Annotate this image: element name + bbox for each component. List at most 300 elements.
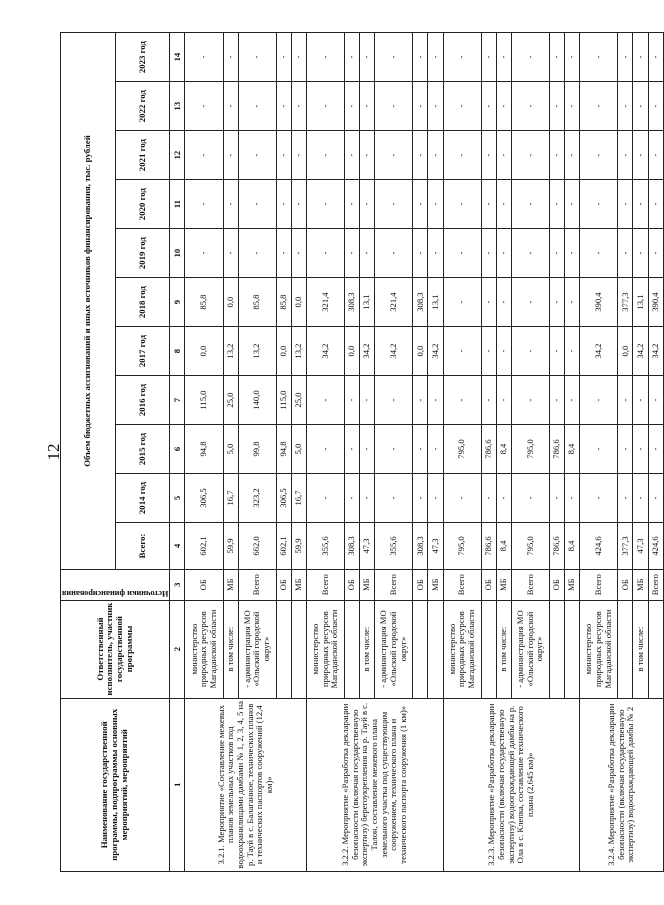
year-value-cell: 390,4: [648, 278, 663, 327]
source-cell: Всего: [375, 569, 413, 600]
year-value-cell: 13,1: [428, 278, 443, 327]
year-value-cell: 308,3: [345, 278, 360, 327]
source-cell: Всего: [306, 569, 344, 600]
source-cell: МБ: [360, 569, 375, 600]
year-value-cell: -: [618, 425, 633, 474]
source-cell: ОБ: [618, 569, 633, 600]
year-value-cell: -: [648, 425, 663, 474]
source-cell: МБ: [496, 569, 511, 600]
year-value-cell: -: [550, 33, 565, 82]
source-cell: МБ: [633, 569, 648, 600]
total-cell: 377,3: [618, 523, 633, 570]
year-value-cell: -: [185, 33, 223, 82]
year-value-cell: 34,2: [306, 327, 344, 376]
year-value-cell: -: [511, 131, 549, 180]
year-value-cell: -: [345, 229, 360, 278]
column-number: 8: [170, 327, 185, 376]
responsible-cell: [618, 600, 633, 698]
header-year: 2016 год: [115, 376, 170, 425]
year-value-cell: -: [633, 33, 648, 82]
responsible-cell: [550, 600, 565, 698]
year-value-cell: -: [443, 327, 481, 376]
year-value-cell: -: [428, 180, 443, 229]
year-value-cell: -: [481, 82, 496, 131]
year-value-cell: 306,5: [185, 474, 223, 523]
year-value-cell: 8,4: [496, 425, 511, 474]
year-value-cell: -: [276, 180, 291, 229]
year-value-cell: -: [276, 33, 291, 82]
year-value-cell: -: [481, 131, 496, 180]
source-cell: ОБ: [481, 569, 496, 600]
header-name: Наименование государственной программы, подпрограммы основных мероприятий, мероприятий: [61, 698, 170, 871]
year-value-cell: -: [511, 82, 549, 131]
year-value-cell: -: [306, 376, 344, 425]
header-year: 2019 год: [115, 229, 170, 278]
table-row: [443, 33, 481, 872]
year-value-cell: -: [550, 278, 565, 327]
year-value-cell: 390,4: [580, 278, 618, 327]
year-value-cell: -: [360, 33, 375, 82]
source-cell: МБ: [223, 569, 238, 600]
year-value-cell: 99,8: [238, 425, 276, 474]
responsible-cell: министерство природных ресурсов Магаданской области: [443, 600, 481, 698]
year-value-cell: 16,7: [223, 474, 238, 523]
year-value-cell: -: [550, 229, 565, 278]
year-value-cell: 34,2: [375, 327, 413, 376]
source-cell: МБ: [428, 569, 443, 600]
year-value-cell: -: [345, 376, 360, 425]
year-value-cell: -: [550, 327, 565, 376]
year-value-cell: -: [345, 82, 360, 131]
year-value-cell: -: [618, 82, 633, 131]
year-value-cell: -: [633, 82, 648, 131]
total-cell: 8,4: [496, 523, 511, 570]
year-value-cell: -: [223, 229, 238, 278]
responsible-cell: - администрация МО «Ольский городской округ»: [511, 600, 549, 698]
year-value-cell: -: [291, 33, 306, 82]
year-value-cell: -: [306, 33, 344, 82]
year-value-cell: -: [580, 131, 618, 180]
header-funding-group: Объем бюджетных ассигнований и иных источников финансирования, тыс. рублей: [61, 33, 116, 570]
year-value-cell: -: [223, 33, 238, 82]
year-value-cell: -: [481, 180, 496, 229]
total-cell: 355,6: [306, 523, 344, 570]
header-year: 2018 год: [115, 278, 170, 327]
year-value-cell: 16,7: [291, 474, 306, 523]
total-cell: 355,6: [375, 523, 413, 570]
year-value-cell: -: [550, 376, 565, 425]
year-value-cell: -: [618, 474, 633, 523]
year-value-cell: -: [496, 327, 511, 376]
year-value-cell: -: [375, 425, 413, 474]
year-value-cell: -: [443, 229, 481, 278]
year-value-cell: -: [648, 376, 663, 425]
responsible-cell: - администрация МО «Ольский городской округ»: [238, 600, 276, 698]
header-year: 2015 год: [115, 425, 170, 474]
year-value-cell: 140,0: [238, 376, 276, 425]
source-cell: Всего: [648, 569, 663, 600]
total-cell: 424,6: [648, 523, 663, 570]
year-value-cell: -: [648, 229, 663, 278]
year-value-cell: -: [360, 131, 375, 180]
year-value-cell: -: [443, 131, 481, 180]
responsible-cell: [428, 600, 443, 698]
year-value-cell: 85,8: [276, 278, 291, 327]
year-value-cell: -: [185, 229, 223, 278]
year-value-cell: -: [565, 180, 580, 229]
year-value-cell: -: [360, 229, 375, 278]
responsible-cell: министерство природных ресурсов Магаданской области: [185, 600, 223, 698]
year-value-cell: 0,0: [185, 327, 223, 376]
year-value-cell: -: [580, 474, 618, 523]
year-value-cell: -: [413, 131, 428, 180]
year-value-cell: -: [443, 474, 481, 523]
year-value-cell: -: [648, 82, 663, 131]
year-value-cell: -: [443, 376, 481, 425]
total-cell: 308,3: [345, 523, 360, 570]
year-value-cell: 85,8: [185, 278, 223, 327]
column-number: 9: [170, 278, 185, 327]
year-value-cell: -: [238, 229, 276, 278]
year-value-cell: -: [443, 82, 481, 131]
year-value-cell: -: [306, 474, 344, 523]
column-number: 12: [170, 131, 185, 180]
year-value-cell: -: [360, 425, 375, 474]
year-value-cell: -: [550, 82, 565, 131]
table-row: [306, 33, 344, 872]
total-cell: 8,4: [565, 523, 580, 570]
year-value-cell: -: [345, 180, 360, 229]
year-value-cell: 25,0: [223, 376, 238, 425]
year-value-cell: -: [238, 180, 276, 229]
year-value-cell: -: [428, 82, 443, 131]
source-cell: ОБ: [185, 569, 223, 600]
responsible-cell: в том числе:: [360, 600, 375, 698]
year-value-cell: -: [481, 474, 496, 523]
column-number: 1: [170, 698, 185, 871]
year-value-cell: -: [428, 229, 443, 278]
year-value-cell: -: [511, 376, 549, 425]
year-value-cell: -: [443, 278, 481, 327]
year-value-cell: -: [428, 376, 443, 425]
year-value-cell: -: [375, 474, 413, 523]
year-value-cell: 94,8: [276, 425, 291, 474]
total-cell: 47,3: [360, 523, 375, 570]
year-value-cell: 0,0: [291, 278, 306, 327]
year-value-cell: -: [496, 131, 511, 180]
year-value-cell: -: [238, 82, 276, 131]
year-value-cell: -: [633, 180, 648, 229]
year-value-cell: -: [565, 131, 580, 180]
year-value-cell: -: [648, 180, 663, 229]
column-number: 2: [170, 600, 185, 698]
year-value-cell: -: [375, 376, 413, 425]
year-value-cell: 13,2: [238, 327, 276, 376]
year-value-cell: 5,0: [223, 425, 238, 474]
responsible-cell: [345, 600, 360, 698]
year-value-cell: -: [223, 131, 238, 180]
year-value-cell: -: [648, 33, 663, 82]
year-value-cell: -: [565, 327, 580, 376]
year-value-cell: -: [276, 131, 291, 180]
source-cell: МБ: [291, 569, 306, 600]
year-value-cell: -: [276, 229, 291, 278]
year-value-cell: -: [618, 376, 633, 425]
year-value-cell: 786,6: [481, 425, 496, 474]
responsible-cell: [413, 600, 428, 698]
year-value-cell: 0,0: [223, 278, 238, 327]
total-cell: 786,6: [481, 523, 496, 570]
year-value-cell: -: [185, 82, 223, 131]
total-cell: 47,3: [428, 523, 443, 570]
column-number: 3: [170, 569, 185, 600]
year-value-cell: 13,2: [291, 327, 306, 376]
year-value-cell: -: [428, 425, 443, 474]
year-value-cell: -: [360, 376, 375, 425]
responsible-cell: министерство природных ресурсов Магаданской области: [306, 600, 344, 698]
year-value-cell: -: [580, 180, 618, 229]
year-value-cell: 115,0: [185, 376, 223, 425]
year-value-cell: -: [580, 33, 618, 82]
year-value-cell: -: [481, 33, 496, 82]
year-value-cell: -: [511, 327, 549, 376]
responsible-cell: - администрация МО «Ольский городской округ»: [375, 600, 413, 698]
year-value-cell: -: [375, 180, 413, 229]
page-number: 12: [44, 443, 63, 461]
year-value-cell: -: [618, 33, 633, 82]
total-cell: 795,0: [511, 523, 549, 570]
source-cell: МБ: [565, 569, 580, 600]
year-value-cell: -: [565, 229, 580, 278]
total-cell: 602,1: [185, 523, 223, 570]
year-value-cell: 85,8: [238, 278, 276, 327]
year-value-cell: -: [345, 425, 360, 474]
header-total: Всего:: [115, 523, 170, 570]
header-source-text: Источники финансирования: [62, 588, 169, 598]
year-value-cell: -: [496, 376, 511, 425]
measure-name: 3.2.2. Мероприятие «Разработка декларации безопасности (включая государственную экспертизу) берегоукрепления на р. Тауй в с. Талон, составление межевого плана земельного участка под существующим сооружением, технического плана и технического паспорта сооружения (1 км)»: [306, 698, 443, 871]
year-value-cell: -: [481, 376, 496, 425]
year-value-cell: -: [360, 474, 375, 523]
column-number: 13: [170, 82, 185, 131]
year-value-cell: -: [618, 180, 633, 229]
year-value-cell: 5,0: [291, 425, 306, 474]
header-year: 2022 год: [115, 82, 170, 131]
year-value-cell: -: [496, 229, 511, 278]
year-value-cell: -: [633, 131, 648, 180]
year-value-cell: -: [223, 180, 238, 229]
year-value-cell: -: [291, 131, 306, 180]
year-value-cell: -: [496, 278, 511, 327]
table-row: [580, 33, 618, 872]
year-value-cell: 13,1: [360, 278, 375, 327]
column-number: 4: [170, 523, 185, 570]
column-number: 11: [170, 180, 185, 229]
year-value-cell: -: [413, 33, 428, 82]
year-value-cell: 0,0: [345, 327, 360, 376]
year-value-cell: -: [633, 376, 648, 425]
year-value-cell: -: [511, 278, 549, 327]
year-value-cell: -: [413, 180, 428, 229]
year-value-cell: 115,0: [276, 376, 291, 425]
year-value-cell: -: [413, 425, 428, 474]
year-value-cell: -: [413, 474, 428, 523]
year-value-cell: -: [443, 33, 481, 82]
year-value-cell: 0,0: [618, 327, 633, 376]
year-value-cell: 34,2: [360, 327, 375, 376]
year-value-cell: 34,2: [633, 327, 648, 376]
table-row: [185, 33, 223, 872]
year-value-cell: 795,0: [443, 425, 481, 474]
year-value-cell: -: [565, 474, 580, 523]
year-value-cell: 306,5: [276, 474, 291, 523]
source-cell: ОБ: [276, 569, 291, 600]
year-value-cell: -: [413, 229, 428, 278]
year-value-cell: -: [496, 82, 511, 131]
year-value-cell: -: [413, 82, 428, 131]
source-cell: Всего: [238, 569, 276, 600]
year-value-cell: -: [550, 131, 565, 180]
year-value-cell: -: [550, 180, 565, 229]
year-value-cell: -: [443, 180, 481, 229]
year-value-cell: -: [511, 229, 549, 278]
year-value-cell: -: [345, 474, 360, 523]
year-value-cell: 34,2: [580, 327, 618, 376]
year-value-cell: -: [375, 82, 413, 131]
responsible-cell: в том числе:: [223, 600, 238, 698]
source-cell: ОБ: [345, 569, 360, 600]
year-value-cell: -: [511, 33, 549, 82]
year-value-cell: -: [580, 425, 618, 474]
header-year: 2023 год: [115, 33, 170, 82]
year-value-cell: -: [360, 180, 375, 229]
year-value-cell: 786,6: [550, 425, 565, 474]
total-cell: 47,3: [633, 523, 648, 570]
header-source: [61, 569, 170, 600]
year-value-cell: -: [345, 33, 360, 82]
year-value-cell: -: [511, 180, 549, 229]
responsible-cell: [648, 600, 663, 698]
responsible-cell: [481, 600, 496, 698]
year-value-cell: 321,4: [306, 278, 344, 327]
year-value-cell: -: [291, 229, 306, 278]
year-value-cell: -: [648, 131, 663, 180]
year-value-cell: -: [565, 82, 580, 131]
total-cell: 662,0: [238, 523, 276, 570]
year-value-cell: -: [511, 474, 549, 523]
year-value-cell: -: [618, 131, 633, 180]
funding-table: [60, 32, 664, 872]
year-value-cell: -: [428, 474, 443, 523]
year-value-cell: 0,0: [276, 327, 291, 376]
year-value-cell: -: [565, 278, 580, 327]
year-value-cell: -: [345, 131, 360, 180]
total-cell: 59,9: [291, 523, 306, 570]
column-number: 10: [170, 229, 185, 278]
source-cell: ОБ: [550, 569, 565, 600]
year-value-cell: 0,0: [413, 327, 428, 376]
measure-name: 3.2.4. Мероприятие «Разработка декларации безопасности (включая государственную экспертизу) водоограждающей дамбы № 2: [580, 698, 664, 871]
total-cell: 786,6: [550, 523, 565, 570]
year-value-cell: -: [306, 180, 344, 229]
year-value-cell: -: [223, 82, 238, 131]
source-cell: Всего: [443, 569, 481, 600]
year-value-cell: -: [633, 229, 648, 278]
total-cell: 602,1: [276, 523, 291, 570]
year-value-cell: -: [481, 229, 496, 278]
responsible-cell: [565, 600, 580, 698]
year-value-cell: 94,8: [185, 425, 223, 474]
year-value-cell: -: [185, 180, 223, 229]
header-year: 2017 год: [115, 327, 170, 376]
year-value-cell: 34,2: [428, 327, 443, 376]
year-value-cell: -: [413, 376, 428, 425]
year-value-cell: -: [428, 33, 443, 82]
year-value-cell: -: [496, 474, 511, 523]
year-value-cell: -: [291, 82, 306, 131]
column-number: 6: [170, 425, 185, 474]
year-value-cell: 25,0: [291, 376, 306, 425]
total-cell: 308,3: [413, 523, 428, 570]
year-value-cell: -: [648, 474, 663, 523]
year-value-cell: -: [633, 425, 648, 474]
source-cell: Всего: [511, 569, 549, 600]
year-value-cell: -: [276, 82, 291, 131]
year-value-cell: -: [481, 278, 496, 327]
year-value-cell: -: [580, 376, 618, 425]
year-value-cell: -: [306, 82, 344, 131]
total-cell: 59,9: [223, 523, 238, 570]
year-value-cell: 795,0: [511, 425, 549, 474]
column-number: 14: [170, 33, 185, 82]
year-value-cell: -: [565, 33, 580, 82]
responsible-cell: [276, 600, 291, 698]
responsible-cell: в том числе:: [496, 600, 511, 698]
year-value-cell: 13,1: [633, 278, 648, 327]
year-value-cell: -: [618, 229, 633, 278]
column-number: 5: [170, 474, 185, 523]
year-value-cell: -: [238, 33, 276, 82]
year-value-cell: 377,3: [618, 278, 633, 327]
year-value-cell: -: [306, 131, 344, 180]
total-cell: 424,6: [580, 523, 618, 570]
year-value-cell: -: [481, 327, 496, 376]
year-value-cell: 8,4: [565, 425, 580, 474]
year-value-cell: -: [580, 82, 618, 131]
year-value-cell: -: [565, 376, 580, 425]
year-value-cell: 13,2: [223, 327, 238, 376]
source-cell: ОБ: [413, 569, 428, 600]
responsible-cell: министерство природных ресурсов Магаданской области: [580, 600, 618, 698]
total-cell: 795,0: [443, 523, 481, 570]
year-value-cell: 323,2: [238, 474, 276, 523]
year-value-cell: -: [306, 425, 344, 474]
year-value-cell: -: [185, 131, 223, 180]
column-number: 7: [170, 376, 185, 425]
year-value-cell: -: [375, 131, 413, 180]
header-year: 2020 год: [115, 180, 170, 229]
measure-name: 3.2.3. Мероприятие «Разработка декларации безопасности (включая государственную экспертизу) водоограждающей дамбы на р. Ола в с. Клепка, составление технического плана (2,645 км)»: [443, 698, 580, 871]
year-value-cell: 321,4: [375, 278, 413, 327]
measure-name: 3.2.1. Мероприятие «Составление межевых планов земельных участков под водоохранилищами дамбами № 1, 2, 3, 4, 5 на р. Тауй в с. Балаганное, технических планов и технических паспортов сооружений (12,4 км)»: [185, 698, 307, 871]
year-value-cell: -: [633, 474, 648, 523]
year-value-cell: -: [375, 33, 413, 82]
year-value-cell: -: [496, 180, 511, 229]
responsible-cell: в том числе:: [633, 600, 648, 698]
year-value-cell: -: [496, 33, 511, 82]
year-value-cell: -: [580, 229, 618, 278]
year-value-cell: -: [360, 82, 375, 131]
